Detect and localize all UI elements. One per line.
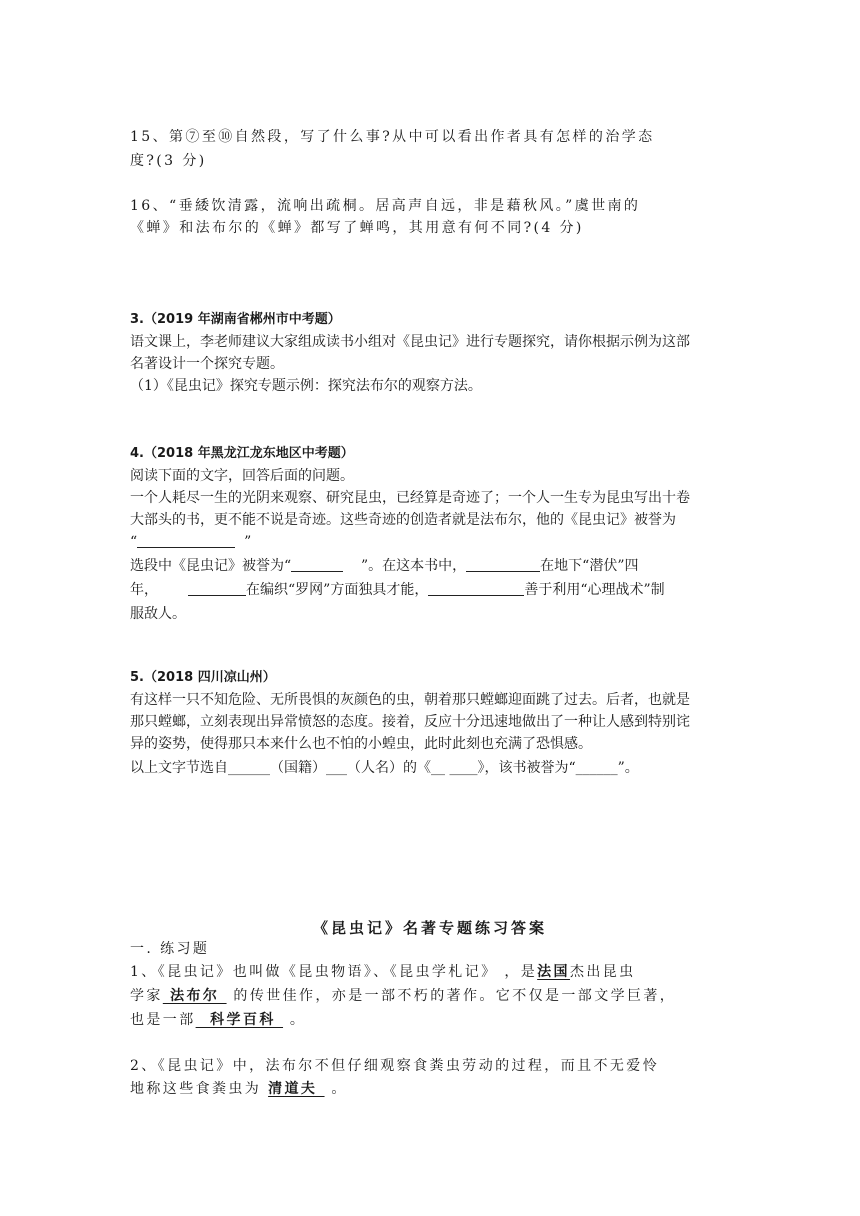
blank-field[interactable]	[428, 581, 524, 596]
p4-line-6-text-c: 善于利用“心理战术”制	[524, 582, 665, 598]
a1-line-2-text-b: 的传世佳作，亦是一部不朽的著作。它不仅是一部文学巨著，	[226, 988, 677, 1004]
p4-line-4	[130, 533, 251, 551]
close-quote: ”	[244, 534, 252, 550]
p3-line-1: 语文课上，李老师建议大家组成读书小组对《昆虫记》进行专题探究，请你根据示例为这部	[130, 334, 690, 350]
p4-line-6-text-a: 年，	[130, 582, 158, 598]
p3-heading: 3.（2019 年湖南省郴州市中考题）	[130, 312, 341, 327]
p4-line-1: 阅读下面的文字，回答后面的问题。	[130, 468, 354, 484]
a2-line-2-text-a: 地称这些食粪虫为	[130, 1081, 269, 1097]
answer-science: 科学百科	[195, 1012, 284, 1028]
p4-line-3: 大部头的书，更不能不说是奇迹。这些奇迹的创造者就是法布尔，他的《昆虫记》被誉为	[130, 512, 676, 528]
answers-section: 一. 练习题	[130, 941, 210, 957]
answer-country: 法国	[537, 964, 570, 980]
q16-line-1: 16、“垂緌饮清露，流响出疏桐。居高声自远，非是藉秋风。”虞世南的	[130, 198, 641, 214]
p5-heading: 5.（2018 四川凉山州）	[130, 670, 276, 685]
p4-line-7: 服敌人。	[130, 606, 186, 622]
a2-line-1: 2、《昆虫记》中，法布尔不但仔细观察食粪虫劳动的过程，而且不无爱怜	[130, 1058, 660, 1074]
p3-line-2: 名著设计一个探究专题。	[130, 356, 284, 372]
p4-line-6	[130, 581, 665, 599]
a1-line-3-text-b: 。	[283, 1012, 307, 1028]
p5-line-1: 有这样一只不知危险、无所畏惧的灰颜色的虫，朝着那只螳螂迎面跳了过去。后者，也就是	[130, 692, 690, 708]
q15-line-1: 15、第⑦至⑩自然段，写了什么事?从中可以看出作者具有怎样的治学态	[130, 129, 655, 145]
p4-line-5-text-c: 在地下“潜伏”四	[540, 558, 639, 574]
open-quote: “	[130, 534, 138, 550]
p5-line-3: 异的姿势，使得那只本来什么也不怕的小蝗虫，此时此刻也充满了恐惧感。	[130, 736, 592, 752]
a1-line-2	[130, 987, 676, 1005]
a2-line-2-text-b: 。	[324, 1081, 348, 1097]
p4-line-5-text-b: ”。在这本书中，	[360, 558, 467, 574]
a1-line-1-text-b: 杰出昆虫	[569, 964, 636, 980]
p3-line-3: （1）《昆虫记》探究专题示例：探究法布尔的观察方法。	[130, 378, 482, 394]
blank-field[interactable]	[291, 557, 343, 572]
p4-line-5	[130, 557, 638, 575]
blank-field[interactable]	[188, 581, 246, 596]
p4-line-2: 一个人耗尽一生的光阴来观察、研究昆虫，已经算是奇迹了；一个人一生专为昆虫写出十卷	[130, 490, 690, 506]
answer-nickname: 清道夫	[268, 1081, 325, 1097]
answer-author: 法布尔	[162, 988, 227, 1004]
p4-heading: 4.（2018 年黑龙江龙东地区中考题）	[130, 446, 354, 461]
p5-line-4: 以上文字节选自______（国籍）___（人名）的《__ ____》，该书被誉为“______”。	[130, 760, 639, 776]
a1-line-3-text-a: 也是一部	[130, 1012, 196, 1028]
a2-line-2	[130, 1080, 348, 1098]
blank-field[interactable]	[137, 533, 235, 548]
answers-title: 《昆虫记》名著专题练习答案	[312, 919, 547, 937]
p5-line-2: 那只螳螂，立刻表现出异常愤怒的态度。接着，反应十分迅速地做出了一种让人感到特别诧	[130, 714, 690, 730]
a1-line-1-text-a: 1、《昆虫记》也叫做《昆虫物语》、《昆虫学札记》 ，是	[130, 964, 538, 980]
p4-line-6-text-b: 在编织“罗网”方面独具才能，	[246, 582, 429, 598]
blank-field[interactable]	[466, 557, 540, 572]
a1-line-2-text-a: 学家	[130, 988, 163, 1004]
a1-line-3	[130, 1011, 306, 1029]
q16-line-2: 《蝉》和法布尔的《蝉》都写了蝉鸣，其用意有何不同?(4 分)	[130, 220, 584, 236]
a1-line-1	[130, 963, 636, 981]
q15-line-2: 度?(3 分)	[130, 153, 207, 169]
p4-line-5-text-a: 选段中《昆虫记》被誉为“	[130, 558, 292, 574]
